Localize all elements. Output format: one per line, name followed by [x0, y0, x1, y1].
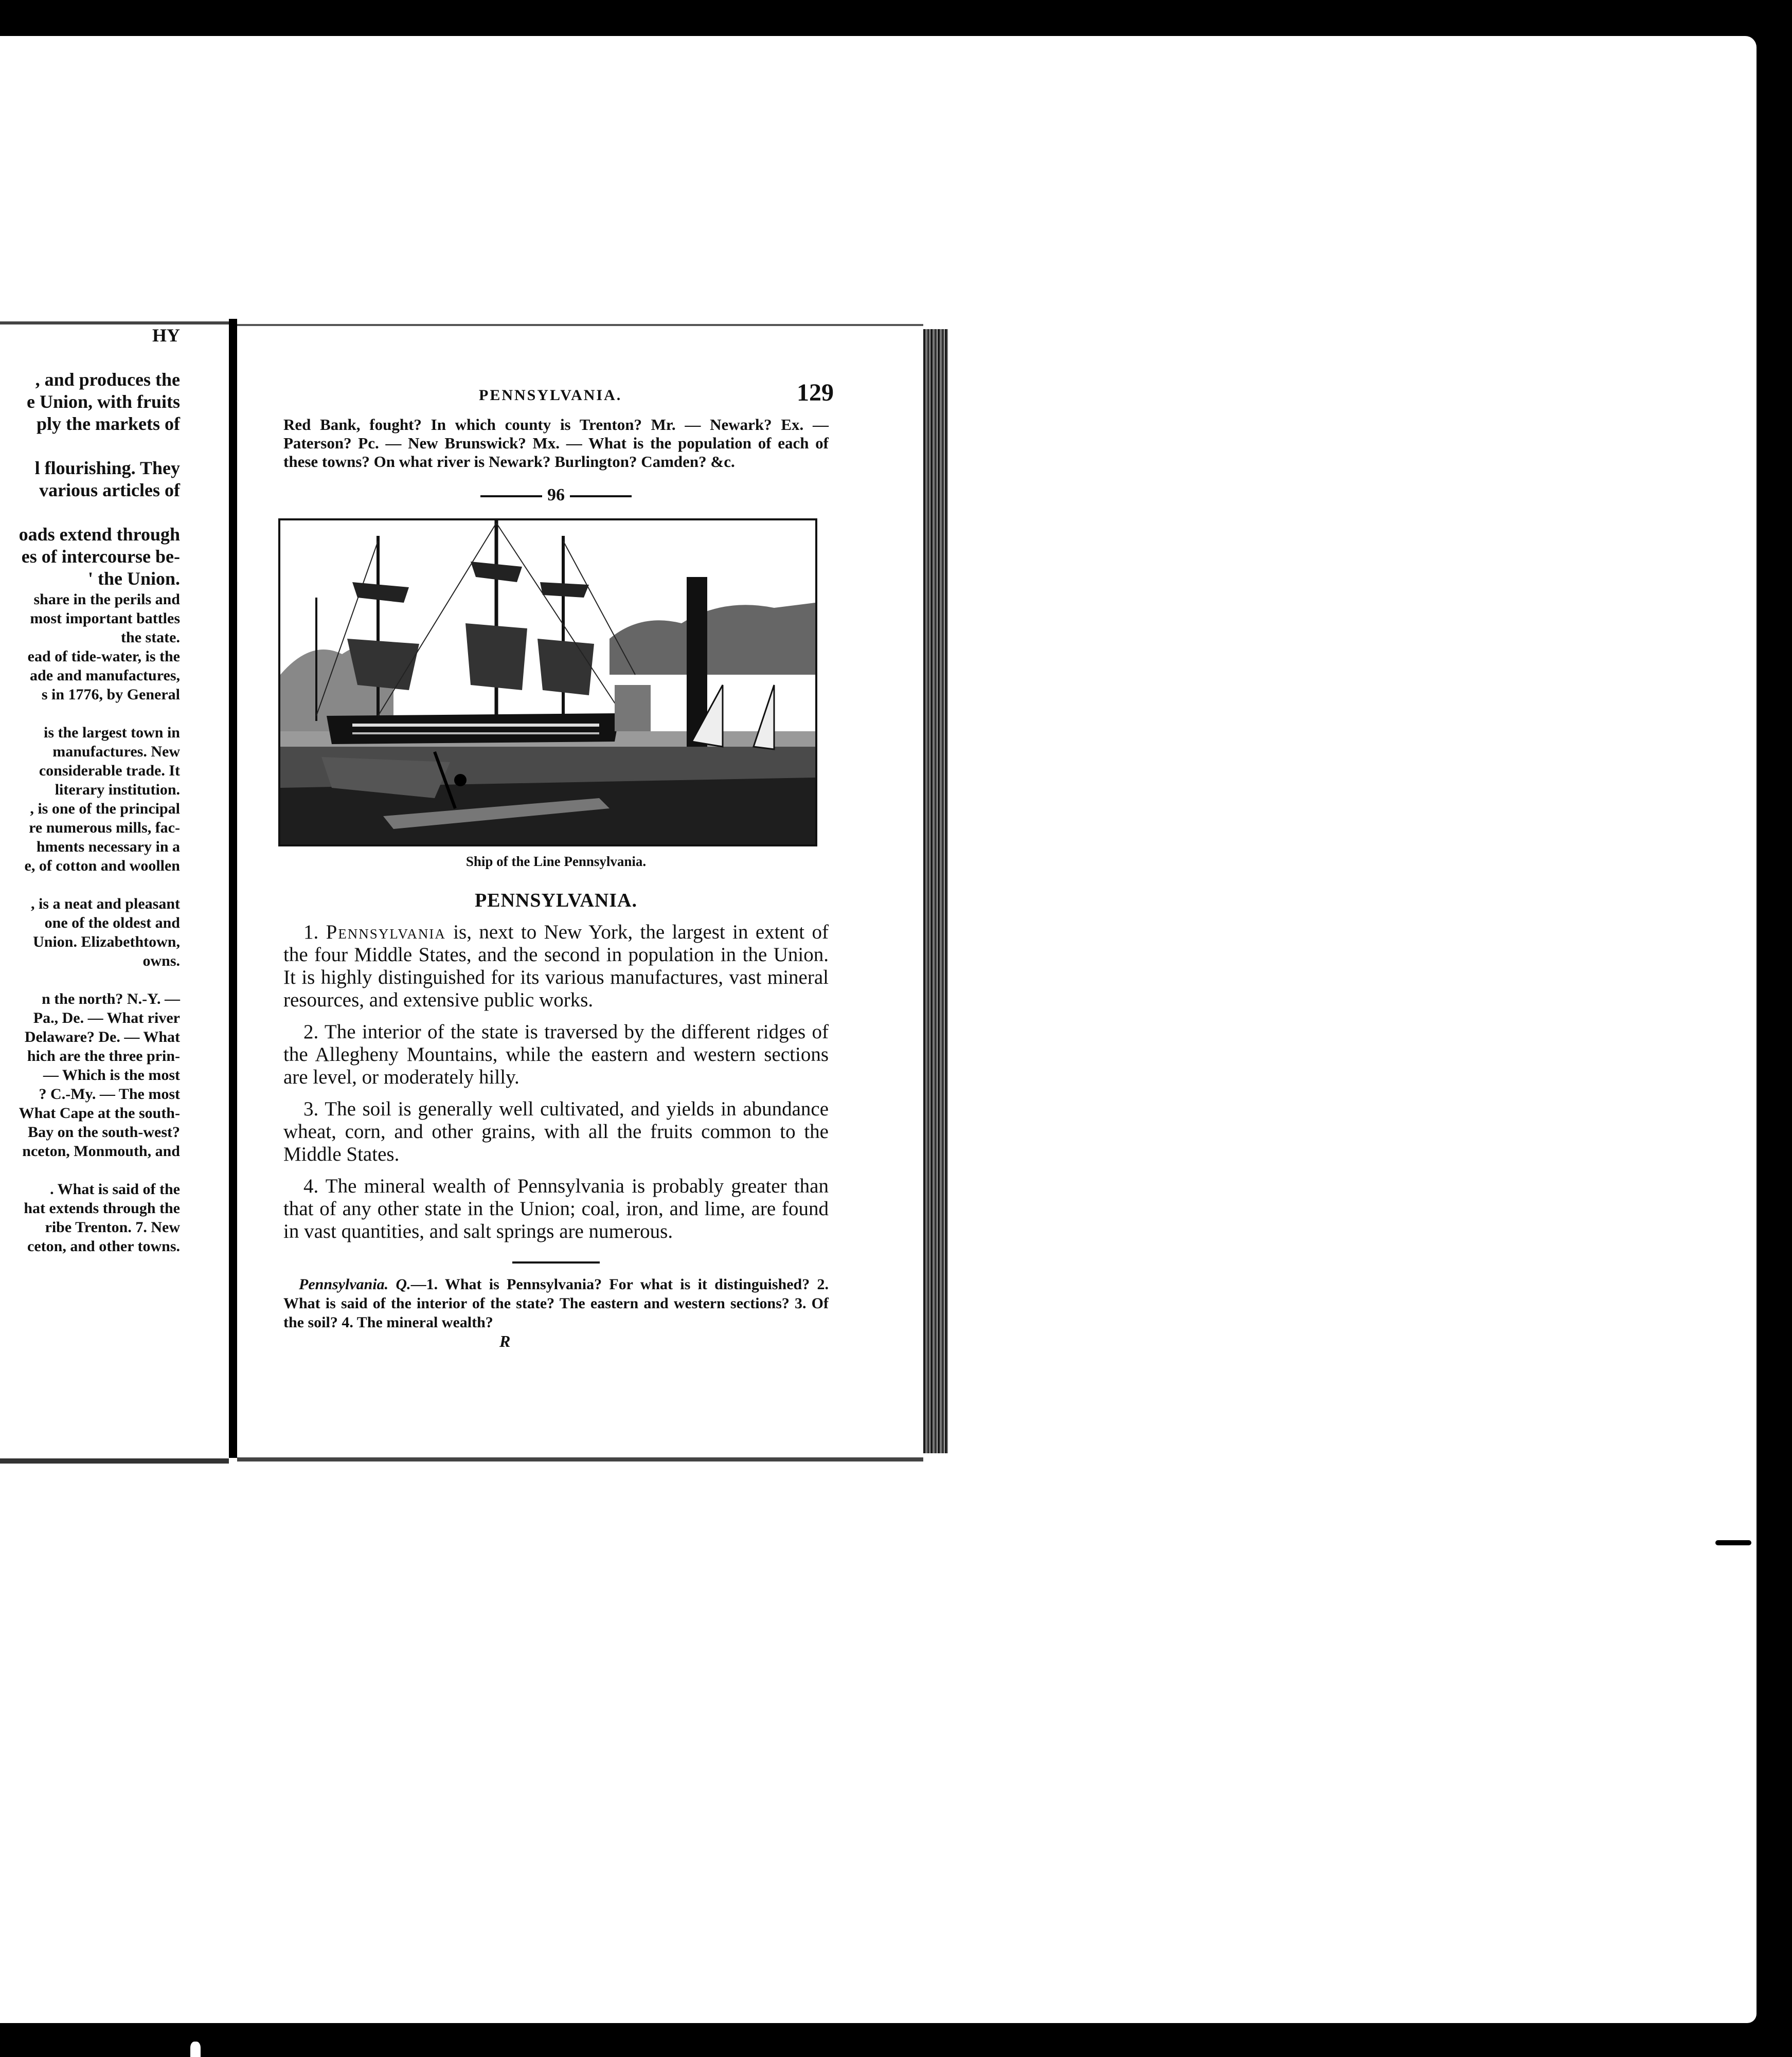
paragraph-number: 4.	[303, 1175, 319, 1197]
top-questions: Red Bank, fought? In which county is Trenton? Mr. — Newark? Ex. — Paterson? Pc. — New Brunswick? Mx. — What is the population of each of these towns? On what river is Newark? Burlington? Camden? &c.	[283, 416, 829, 471]
ship-engraving	[278, 518, 817, 846]
paragraph-number: 2.	[303, 1021, 319, 1043]
left-page-line: ceton, and other towns.	[27, 1238, 180, 1255]
left-page-line	[5, 875, 180, 894]
paragraph-lead: Pennsylvania	[326, 921, 446, 943]
questions-text: —1. What is Pennsylvania? For what is it distinguished? 2. What is said of the interior of the state? The eastern and western sections? 3. Of the soil? 4. The mineral wealth?	[283, 1276, 829, 1331]
left-page-line: Pa., De. — What river	[33, 1009, 180, 1026]
left-page-line: hments necessary in a	[36, 838, 180, 855]
left-page-line: l flourishing. They	[34, 458, 180, 478]
left-page-line: one of the oldest and	[44, 914, 180, 931]
left-page-line: What Cape at the south-	[19, 1105, 180, 1122]
book-gutter	[229, 319, 237, 1458]
paragraph-1	[283, 921, 829, 1012]
left-page-line	[5, 347, 180, 369]
illustration-caption: Ship of the Line Pennsylvania.	[465, 854, 647, 869]
paragraph-3	[283, 1098, 829, 1166]
left-page-line: Bay on the south-west?	[28, 1124, 180, 1141]
page-number: 129	[797, 379, 834, 406]
scan-mark	[190, 2042, 201, 2057]
signature-mark: R	[499, 1332, 511, 1350]
left-page-line: ead of tide-water, is the	[27, 648, 180, 665]
rule-left	[480, 495, 542, 497]
section-number	[283, 485, 829, 505]
divider-rule	[512, 1261, 600, 1264]
paragraph-2	[283, 1021, 829, 1089]
left-page-line: , is one of the principal	[30, 800, 180, 817]
running-head	[283, 379, 834, 413]
left-page-line: es of intercourse be-	[21, 546, 180, 567]
left-page-line: , and produces the	[35, 369, 180, 390]
page-edges	[923, 329, 948, 1453]
running-title: PENNSYLVANIA.	[479, 387, 622, 404]
page-content	[283, 379, 834, 1351]
left-page-line: re numerous mills, fac-	[29, 819, 180, 836]
left-page-line: owns.	[142, 952, 180, 969]
left-page-line: s in 1776, by General	[41, 686, 180, 703]
left-page	[0, 321, 229, 1464]
left-page-line: e Union, with fruits	[26, 391, 180, 412]
left-page-line: Union. Elizabethtown,	[33, 933, 180, 950]
left-page-line: Delaware? De. — What	[24, 1028, 180, 1045]
paragraph-number: 1.	[303, 921, 319, 943]
left-page-line: , is a neat and pleasant	[30, 895, 180, 912]
review-questions	[283, 1275, 829, 1332]
left-page-line	[5, 501, 180, 524]
left-page-line: nceton, Monmouth, and	[22, 1143, 180, 1160]
paragraph-text: The interior of the state is traversed by the different ridges of the Allegheny Mountains, while the eastern and western sections are level, or moderately hilly.	[283, 1021, 829, 1088]
scan-blemish	[1715, 1540, 1751, 1545]
left-page-line: . What is said of the	[50, 1181, 180, 1198]
left-page-line: ribe Trenton. 7. New	[45, 1219, 180, 1236]
left-page-line: hich are the three prin-	[27, 1048, 180, 1064]
left-page-line: ? C.-My. — The most	[39, 1086, 180, 1103]
right-page	[237, 324, 923, 1461]
paragraph-text: is, next to New York, the largest in extent of the four Middle States, and the second in population in the Union. It is highly distinguished for its various manufactures, vast mineral resources, and extensive public works.	[283, 921, 829, 1011]
questions-label: Pennsylvania. Q.	[299, 1276, 411, 1293]
left-page-line: — Which is the most	[43, 1067, 180, 1084]
left-page-line: ade and manufactures,	[30, 667, 180, 684]
left-page-line: literary institution.	[55, 781, 180, 798]
rule-right	[570, 495, 632, 497]
paragraph-text: The soil is generally well cultivated, and yields in abundance wheat, corn, and other grains, with all the fruits common to the Middle States.	[283, 1098, 829, 1165]
left-page-line: is the largest town in	[44, 724, 180, 741]
section-heading: PENNSYLVANIA.	[474, 890, 638, 911]
left-page-line: manufactures. New	[52, 743, 180, 760]
ship-illustration-svg	[280, 520, 815, 844]
paragraph-number: 3.	[303, 1098, 319, 1120]
left-page-line: ' the Union.	[87, 568, 180, 589]
left-page-line	[5, 704, 180, 723]
left-page-line: n the north? N.-Y. —	[42, 990, 180, 1007]
left-page-line: the state.	[121, 629, 180, 646]
left-page-line: ply the markets of	[37, 413, 180, 434]
paragraph-text: The mineral wealth of Pennsylvania is probably greater than that of any other state in the Union; coal, iron, and lime, are found in vast quantities, and salt springs are numerous.	[283, 1175, 829, 1242]
left-page-line: hat extends through the	[24, 1200, 180, 1217]
left-page-line: oads extend through	[19, 524, 180, 545]
left-page-line: most important battles	[30, 610, 180, 627]
left-page-line	[5, 435, 180, 457]
left-page-line	[5, 970, 180, 989]
left-page-line: share in the perils and	[33, 591, 180, 608]
left-page-line: e, of cotton and woollen	[24, 857, 180, 874]
left-page-line: HY	[152, 325, 180, 346]
left-page-line	[5, 1161, 180, 1180]
left-page-text	[5, 324, 180, 1256]
left-page-line: considerable trade. It	[39, 762, 180, 779]
left-page-line: various articles of	[39, 480, 180, 500]
section-number-text: 96	[547, 485, 565, 504]
paragraph-4	[283, 1175, 829, 1243]
